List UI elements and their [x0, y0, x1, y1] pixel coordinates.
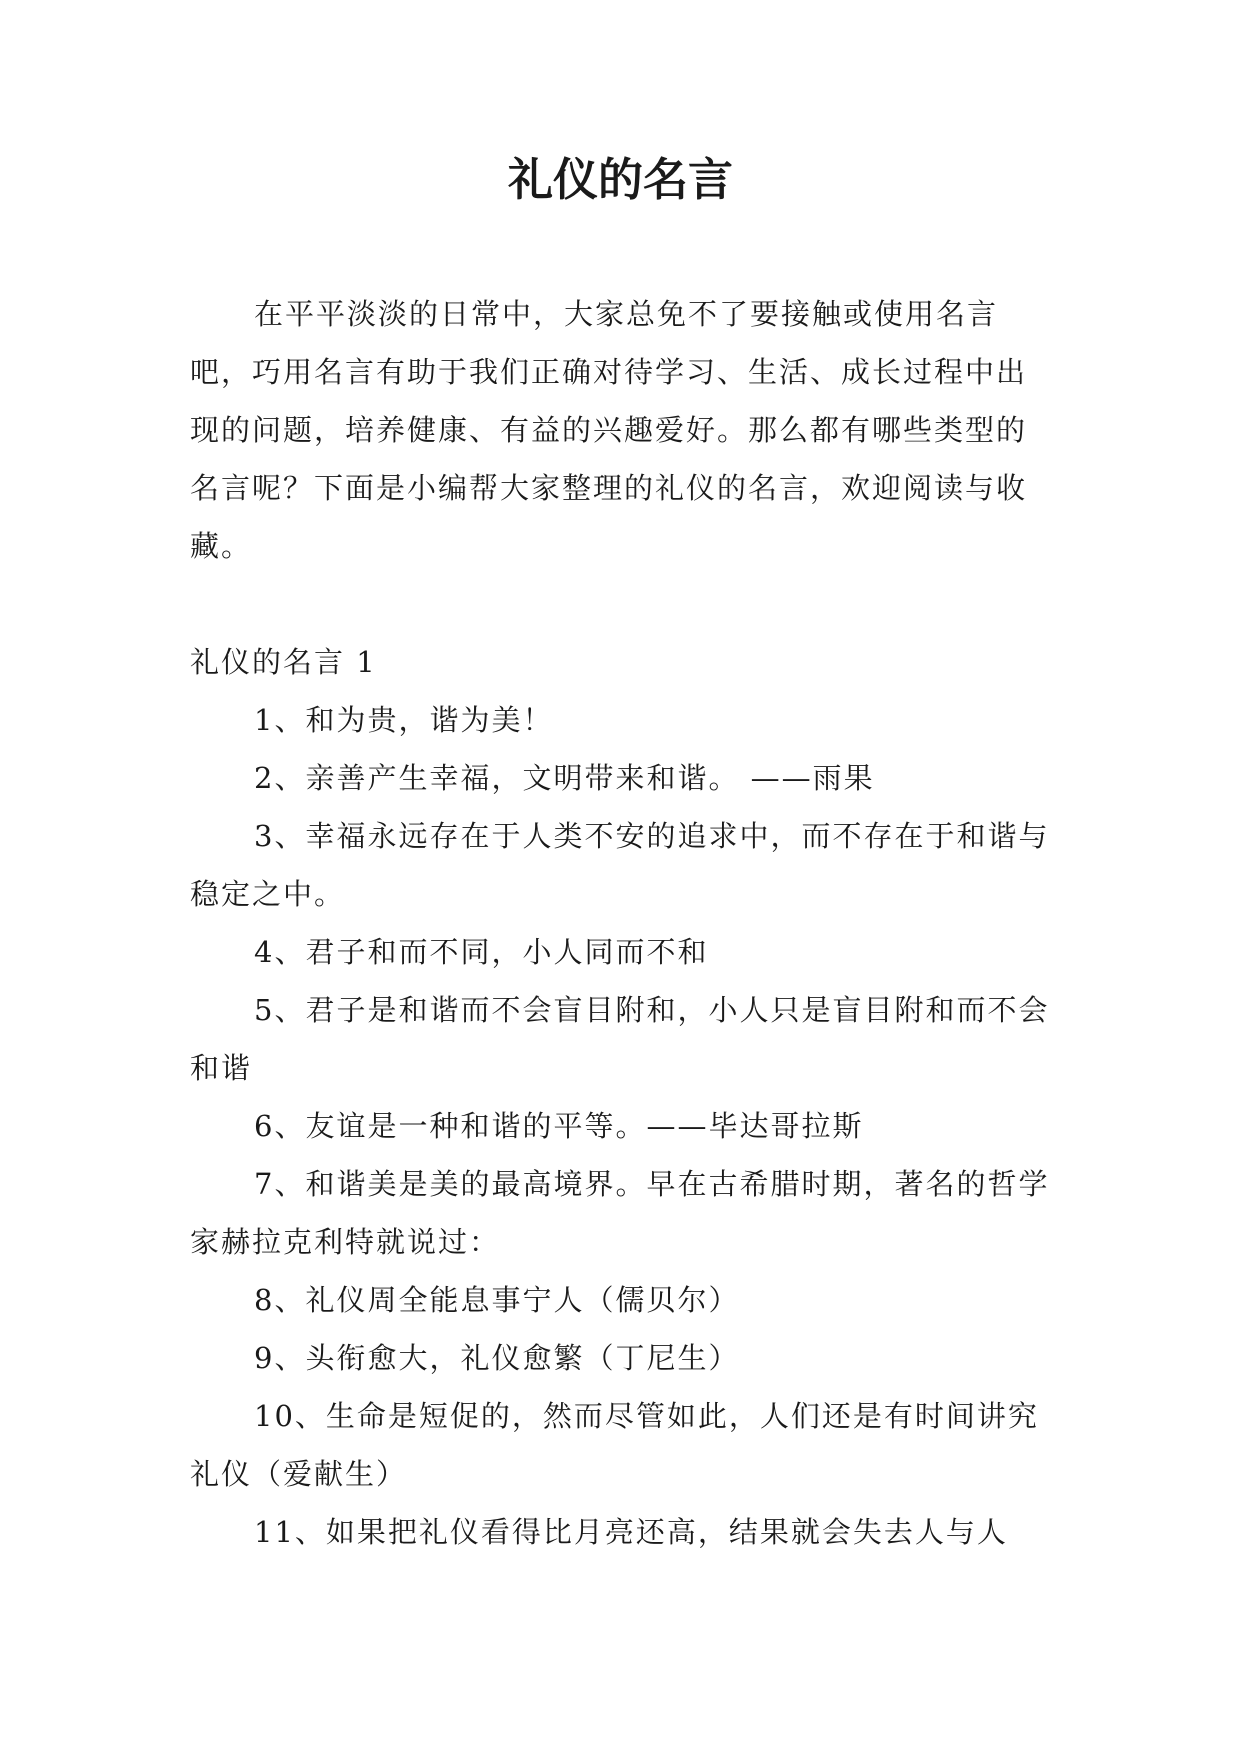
document-title: 礼仪的名言: [507, 153, 733, 206]
quote-item: 11、如果把礼仪看得比月亮还高，结果就会失去人与人: [254, 1515, 1008, 1549]
quote-item: 1、和为贵，谐为美！: [254, 703, 554, 737]
paragraph-spacer: [190, 575, 1050, 633]
quote-item: 5、君子是和谐而不会盲目附和，小人只是盲目附和而不会和谐: [190, 993, 1050, 1085]
quote-item: 3、幸福永远存在于人类不安的追求中，而不存在于和谐与稳定之中。: [190, 819, 1050, 911]
quote-item: 4、君子和而不同，小人同而不和: [254, 935, 709, 969]
quote-item: 2、亲善产生幸福，文明带来和谐。 ——雨果: [254, 761, 875, 795]
quote-item: 8、礼仪周全能息事宁人（儒贝尔）: [254, 1283, 740, 1317]
quote-item: 7、和谐美是美的最高境界。早在古希腊时期，著名的哲学家赫拉克利特就说过：: [190, 1167, 1050, 1259]
document-body: [190, 285, 1050, 1561]
intro-paragraph: 在平平淡淡的日常中，大家总免不了要接触或使用名言吧，巧用名言有助于我们正确对待学习、生活、成长过程中出现的问题，培养健康、有益的兴趣爱好。那么都有哪些类型的名言呢？下面是小编帮大家整理的礼仪的名言，欢迎阅读与收藏。: [190, 297, 1028, 563]
quote-item: 6、友谊是一种和谐的平等。——毕达哥拉斯: [254, 1109, 864, 1143]
quote-item: 9、头衔愈大，礼仪愈繁（丁尼生）: [254, 1341, 740, 1375]
section-heading: 礼仪的名言 1: [190, 645, 377, 679]
quote-item: 10、生命是短促的，然而尽管如此，人们还是有时间讲究礼仪（爱献生）: [190, 1399, 1039, 1491]
